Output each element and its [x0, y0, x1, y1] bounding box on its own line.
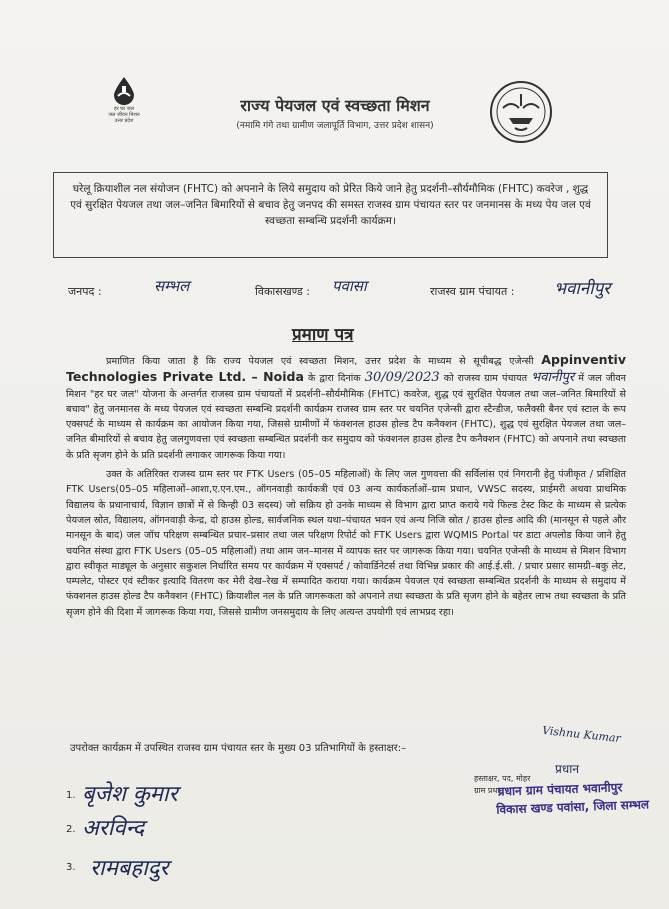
pradhan-signature: Vishnu Kumar: [541, 723, 622, 746]
logo-text-2: जल जीवन मिशन: [108, 112, 140, 118]
signature-3: रामबहादुर: [90, 856, 169, 881]
agency-name: Appinventiv Technologies Private Ltd. – Noida: [66, 352, 626, 385]
block-label: विकासखण्ड :: [255, 285, 311, 298]
signature-2: अरविन्द: [82, 816, 145, 841]
certificate-title: प्रमाण पत्र: [292, 325, 354, 345]
paragraph-1: [66, 352, 626, 463]
logo-text-1: हर घर जल: [114, 106, 134, 112]
pradhan-label: प्रधान: [555, 762, 579, 776]
stamp-line-2: विकास खण्ड पवांसा, जिला सम्भल: [496, 797, 650, 817]
program-date: 30/09/2023: [364, 370, 440, 386]
signer-number-2: 2.: [66, 824, 76, 835]
signer-number-1: 1.: [66, 790, 76, 801]
mission-title: राज्य पेयजल एवं स्वच्छता मिशन: [240, 96, 430, 115]
sign-caption-1: हस्ताक्षर, पद, मोहर: [474, 774, 531, 783]
mission-subtitle: (नमामि गंगे तथा ग्रामीण जलापूर्ति विभाग, उत्तर प्रदेश शासन): [236, 121, 434, 131]
block-value: पवासा: [332, 277, 367, 295]
signer-number-3: 3.: [66, 862, 76, 873]
stamp-line-1: प्रधान ग्राम पंचायत भवानीपुर: [497, 780, 623, 799]
signers-note: उपरोक्त कार्यक्रम में उपस्थित राजस्व ग्राम पंचायत स्तर के मुख्य 03 प्रतिभागियों के हस्ताक्षर:–: [70, 743, 407, 754]
signature-1: बृजेश कुमार: [82, 782, 178, 807]
up-government-seal-icon: [489, 80, 553, 144]
panchayat-value: भवानीपुर: [554, 279, 611, 299]
panchayat-handwritten: भवानीपुर: [531, 370, 575, 386]
p1-start: प्रमाणित किया जाता है कि राज्य पेयजल एवं स्वच्छता मिशन, उत्तर प्रदेश के माध्यम से सूचीबद्ध एजेन्सी: [106, 356, 534, 367]
district-label: जनपद :: [68, 285, 102, 298]
location-fields: [62, 277, 642, 304]
paragraph-2: उक्त के अतिरिक्त राजस्व ग्राम स्तर पर FTK Users (05–05 महिलाओं) के लिए जल गुणवत्ता की सर्विलांस एवं निगरानी हेतु पंजीकृत / प्रशिक्षित FTK Users(05–05 महिलाओं–आशा,ए.एन.एम., ऑगनवाड़ी कार्यकत्री एवं 03 अन्य कार्यकर्ताओं–ग्राम प्रधान, VWSC सदस्य, प्राईमरी अथवा प्राथमिक विद्यालय के प्रधानाचार्य, विज्ञान छात्रों में से किन्ही 03 सदस्य) जो सक्रिय हो उनके माध्यम से विभाग द्वारा प्राप्त कराये गये फिल्ड टेस्ट किट के माध्यम से प्रत्येक पेयजल स्रोत, विद्यालय, ऑगनवाड़ी केन्द्र, दो हाउस होल्ड, सार्वजनिक स्थल यथा–पंचायत भवन एवं अन्य निजि स्रोत / हाउस होल्ड आदि की (मानसून से पहले और मानसून के बाद) जल जॉच परिक्षण सम्बन्धित प्रचार–प्रसार तथा जल परिक्षण रिपोर्ट को FTK Users द्वारा WQMIS Portal पर डाटा अपलोड किया जाने हेतु चयनित संस्था द्वारा FTK Users (05–05 महिलाओं) तथा आम जन–मानस में व्यापक स्तर पर जागरूक किया गया। चयनित एजेन्सी के माध्यम से मिशन विभाग द्वारा स्वीकृत माड्यूल के अनुसार सकुशल निर्धारित समय पर कार्यक्रम में एक्सपर्ट / कोवार्डिनेटर्स तथा विभिन्न प्रकार की आई.ई.सी. / प्रचार प्रसार सामग्री–बकु लेट, पम्पलेट, पोस्टर एवं स्टीकर इत्यादि वितरण कर मेरी देख–रेख में सम्पादित कराया गया। कार्यक्रम पेयजल एवं स्वच्छता सम्बन्धित प्रदर्शनी के माध्यम से समुदाय में फंक्शनल हाउस होल्ड टैप कनैक्शन (FHTC) क्रियाशील नल के प्रति जागरूकता को अपनाने तथा स्वच्छता के प्रति सृजग होने के बहेतर लाभ तथा स्वच्छता के प्रति सृजग होने की दिशा में जागरूक किया गया, जिससे ग्रामीण जनसमुदाय के लिए अत्यन्त उपयोगी एवं लाभप्रद रहा।: [66, 469, 626, 618]
district-value: सम्भल: [154, 277, 190, 295]
pradhan-stamp: [497, 777, 649, 818]
sign-caption-2: ग्राम प्रधान: [474, 786, 504, 795]
logo-text-3: उत्तर प्रदेश: [114, 118, 134, 124]
p1-rest: में जल जीवन मिशन "हर घर जल" योजना के अन्तर्गत राजस्व ग्राम पंचायतों में प्रदर्शनी–सौर्यमौमिक (FHTC) कवरेज, शुद्ध एवं सुरक्षित पेयजल तथा जल–जनित बिमारियों से बचाव" हेतु जनमानस के मध्य पेयजल एवं स्वच्छता सम्बन्धि प्रदर्शनी कार्यक्रम राजस्व ग्राम स्तर पर चयनित एजेन्सी द्वारा स्टैन्डीज, फलैक्सी बैनर एवं स्टाल के रूप एक्सपर्ट के माध्यम से कार्यक्रम का आयोजन किया गया, जिससे ग्रामीणों में फंक्शनल हाउस होल्ड टैप कनैक्शन (FHTC), शुद्ध एवं सुरक्षित पेयजल तथा जल–जनित बीमारियों से बचाव हेतु जलगुणवत्ता एवं स्वच्छता सम्बन्धित प्रदर्शनी कर समुदाय को फंक्शनल हाउस होल्ड टैप कनैक्शन (FHTC) को अपनाने तथा स्वच्छता के प्रति सृजग होने के प्रति प्रदर्शनी लगाकर जागरूक किया गया।: [66, 373, 626, 461]
p1-mid2: को राजस्व ग्राम पंचायत: [443, 373, 528, 385]
certificate-body: [66, 352, 626, 624]
panchayat-label: राजस्व ग्राम पंचायत :: [430, 285, 515, 298]
subject-box: घरेलू क्रियाशील नल संयोजन (FHTC) को अपनाने के लिये समुदाय को प्रेरित किये जाने हेतु प्रदर्शनी–सौर्यमौमिक (FHTC) कवरेज , शुद्ध एवं सुरक्षित पेयजल तथा जल–जनित बिमारियों से बचाव हेतु जनपद की समस्त राजस्व ग्राम पंचायत स्तर पर जनमानस के मध्य पेय जल एवं स्वच्छता सम्बन्धि प्रदर्शनी कार्यक्रम।: [53, 172, 608, 258]
p1-mid: के द्वारा दिनांक: [307, 373, 361, 385]
water-drop-icon: [111, 76, 137, 106]
har-ghar-jal-logo: [92, 76, 156, 124]
